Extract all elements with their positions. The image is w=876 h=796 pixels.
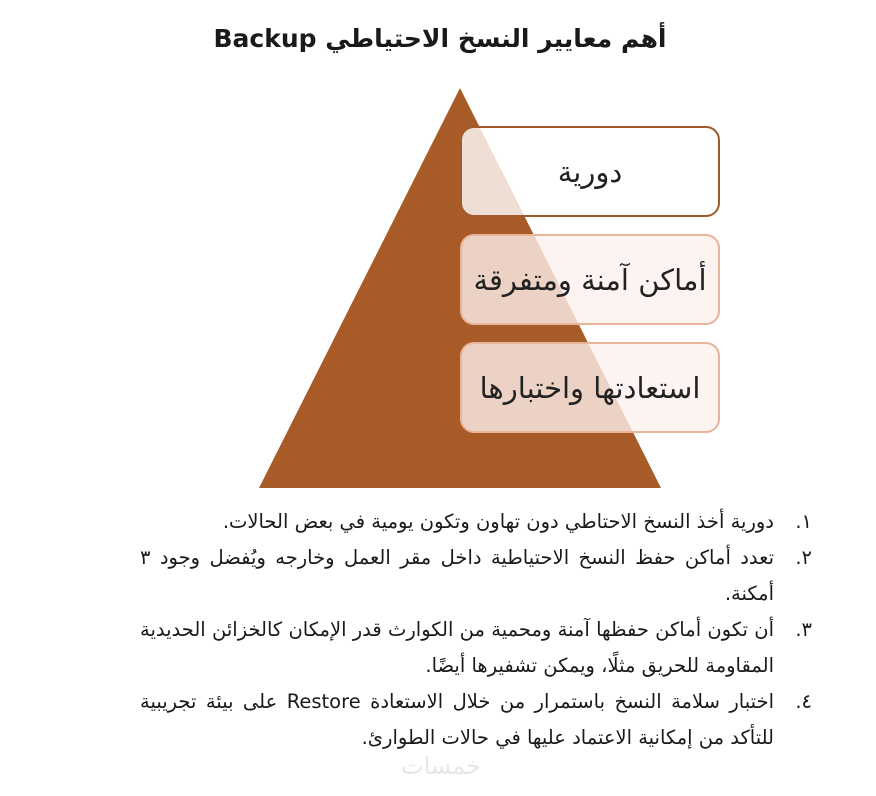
pyramid-tier-safe-locations	[460, 234, 720, 325]
criteria-item	[140, 684, 812, 756]
criteria-item	[140, 504, 812, 540]
item-number: ٤.	[795, 690, 812, 713]
criteria-item	[140, 612, 812, 684]
tier-label: استعادتها واختبارها	[479, 370, 701, 405]
item-text: دورية أخذ النسخ الاحتاطي دون تهاون وتكون يومية في بعض الحالات.	[222, 510, 774, 533]
item-text: تعدد أماكن حفظ النسخ الاحتياطية داخل مقر العمل وخارجه ويُفضل وجود ٣ أمكنة.	[140, 546, 774, 605]
item-number: ١.	[795, 510, 812, 533]
pyramid-tier-restore-test	[460, 342, 720, 433]
pyramid-tier-periodic	[460, 126, 720, 217]
diagram-title: أهم معايير النسخ الاحتياطي Backup	[213, 24, 667, 53]
criteria-item	[140, 540, 812, 612]
tier-label: أماكن آمنة ومتفرقة	[473, 262, 707, 297]
tier-label: دورية	[557, 154, 623, 189]
watermark: خمسات	[400, 752, 482, 780]
item-text: أن تكون أماكن حفظها آمنة ومحمية من الكوارث قدر الإمكان كالخزائن الحديدية المقاومة للحريق مثلًا، ويمكن تشفيرها أيضًا.	[140, 618, 774, 677]
item-number: ٢.	[795, 546, 812, 569]
item-number: ٣.	[795, 618, 812, 641]
item-text: اختبار سلامة النسخ باستمرار من خلال الاستعادة Restore على بيئة تجريبية للتأكد من إمكانية الاعتماد عليها في حالات الطوارئ.	[140, 690, 774, 749]
criteria-list	[140, 504, 812, 756]
